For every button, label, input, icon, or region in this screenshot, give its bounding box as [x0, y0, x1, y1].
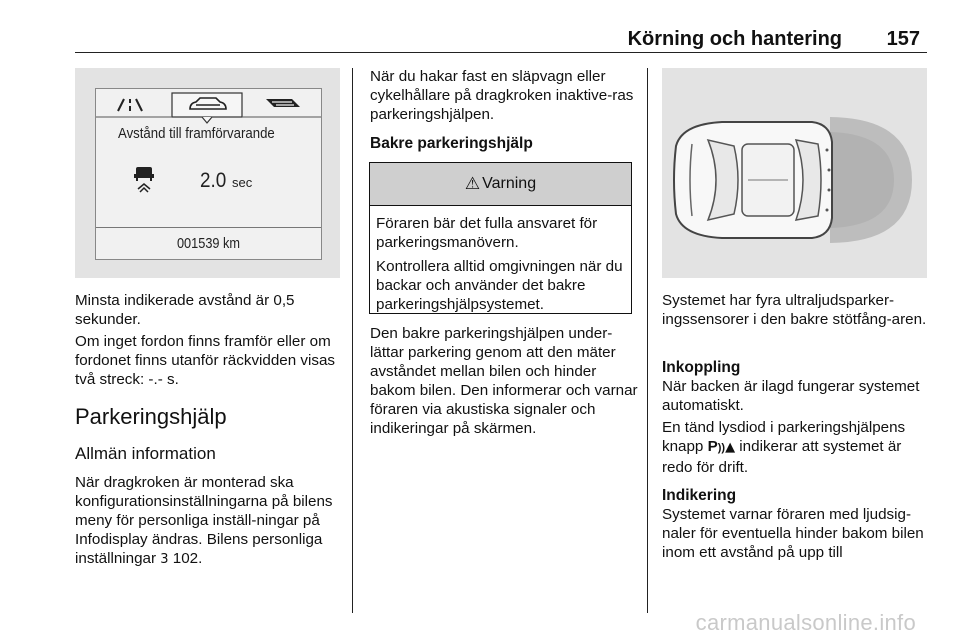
- subsection-heading: Allmän information: [75, 444, 216, 463]
- traffic-sign-icon: [266, 99, 300, 107]
- paragraph: När du hakar fast en släpvagn eller cykelhållare på dragkroken inaktive-ras parkeringshjälpen.: [370, 68, 634, 123]
- subheading: Inkoppling: [662, 359, 741, 376]
- header-rule: [75, 52, 927, 53]
- parking-assist-button-icon: P))▲: [707, 438, 736, 455]
- warning-title: Varning: [482, 175, 537, 192]
- paragraph: indikerar att systemet är redo för drift.: [662, 438, 902, 476]
- column-divider: [647, 68, 648, 613]
- warning-box: [369, 162, 632, 314]
- page-header-title: Körning och hantering: [627, 28, 842, 50]
- section-heading: Parkeringshjälp: [75, 404, 227, 429]
- car-top-view-icon: [674, 122, 832, 238]
- section-heading: Bakre parkeringshjälp: [370, 135, 533, 152]
- page-number: 157: [886, 28, 920, 50]
- lane-assist-icon: [118, 99, 142, 111]
- display-icon-row: [96, 89, 321, 125]
- column-2-text: [370, 67, 635, 127]
- warning-text: Föraren bär det fulla ansvaret för parkeringsmanövern.: [376, 215, 598, 251]
- odometer: 001539 km: [176, 235, 241, 252]
- column-1-text: [75, 291, 347, 392]
- distance-unit: sec: [232, 175, 253, 190]
- paragraph: Om inget fordon finns framför eller om fordonet finns utanför räckvidden visas två streck: -.- s.: [75, 333, 336, 388]
- distance-value: 2.0: [200, 169, 227, 192]
- page-ref: 102.: [168, 550, 203, 567]
- column-3-text: [662, 291, 930, 332]
- car-illustration: [662, 68, 927, 278]
- warning-text: Kontrollera alltid omgivningen när du backar och använder det bakre parkeringshjälpsystemet.: [376, 258, 623, 313]
- parking-sensor-diagram: [662, 68, 927, 278]
- display-divider: [96, 227, 321, 228]
- column-3-text-3: [662, 505, 930, 565]
- paragraph: Den bakre parkeringshjälpen under-lättar parkering genom att den mäter avståndet mellan bilen och hinder bakom bilen. Den informerar och varnar föraren via akustiska signaler och indikeringar på skärmen.: [370, 325, 638, 437]
- display-screen: [95, 88, 322, 260]
- paragraph: Systemet varnar föraren med ljudsig-naler för eventuella hinder bakom bilen inom ett avstånd på upp till: [662, 506, 924, 561]
- watermark: carmanualsonline.info: [695, 610, 916, 635]
- paragraph: Systemet har fyra ultraljudsparker-ingssensorer i den bakre stötfång-aren.: [662, 292, 927, 328]
- paragraph: När backen är ilagd fungerar systemet automatiskt.: [662, 378, 920, 414]
- column-1-text-2: [75, 473, 347, 572]
- column-divider: [352, 68, 353, 613]
- warning-body: [370, 206, 631, 323]
- subheading: Indikering: [662, 487, 737, 504]
- vehicle-ahead-icon: [132, 165, 158, 193]
- paragraph: En tänd lysdiod i parkeringshjälpens knapp: [662, 419, 906, 455]
- page-ref-icon: 3: [160, 552, 169, 567]
- warning-icon: ⚠: [464, 174, 481, 194]
- column-2-text-2: [370, 324, 638, 441]
- column-3-text-2: [662, 377, 930, 480]
- paragraph: När dragkroken är monterad ska konfigurationsinställningarna på bilens meny för personliga inställ-ningar på Infodisplay ändras. Bilens personliga inställningar: [75, 474, 333, 567]
- warning-header: [370, 163, 631, 206]
- display-title: Avstånd till framförvarande: [118, 125, 275, 142]
- paragraph: Minsta indikerade avstånd är 0,5 sekunder.: [75, 292, 295, 328]
- display-illustration: [75, 68, 340, 278]
